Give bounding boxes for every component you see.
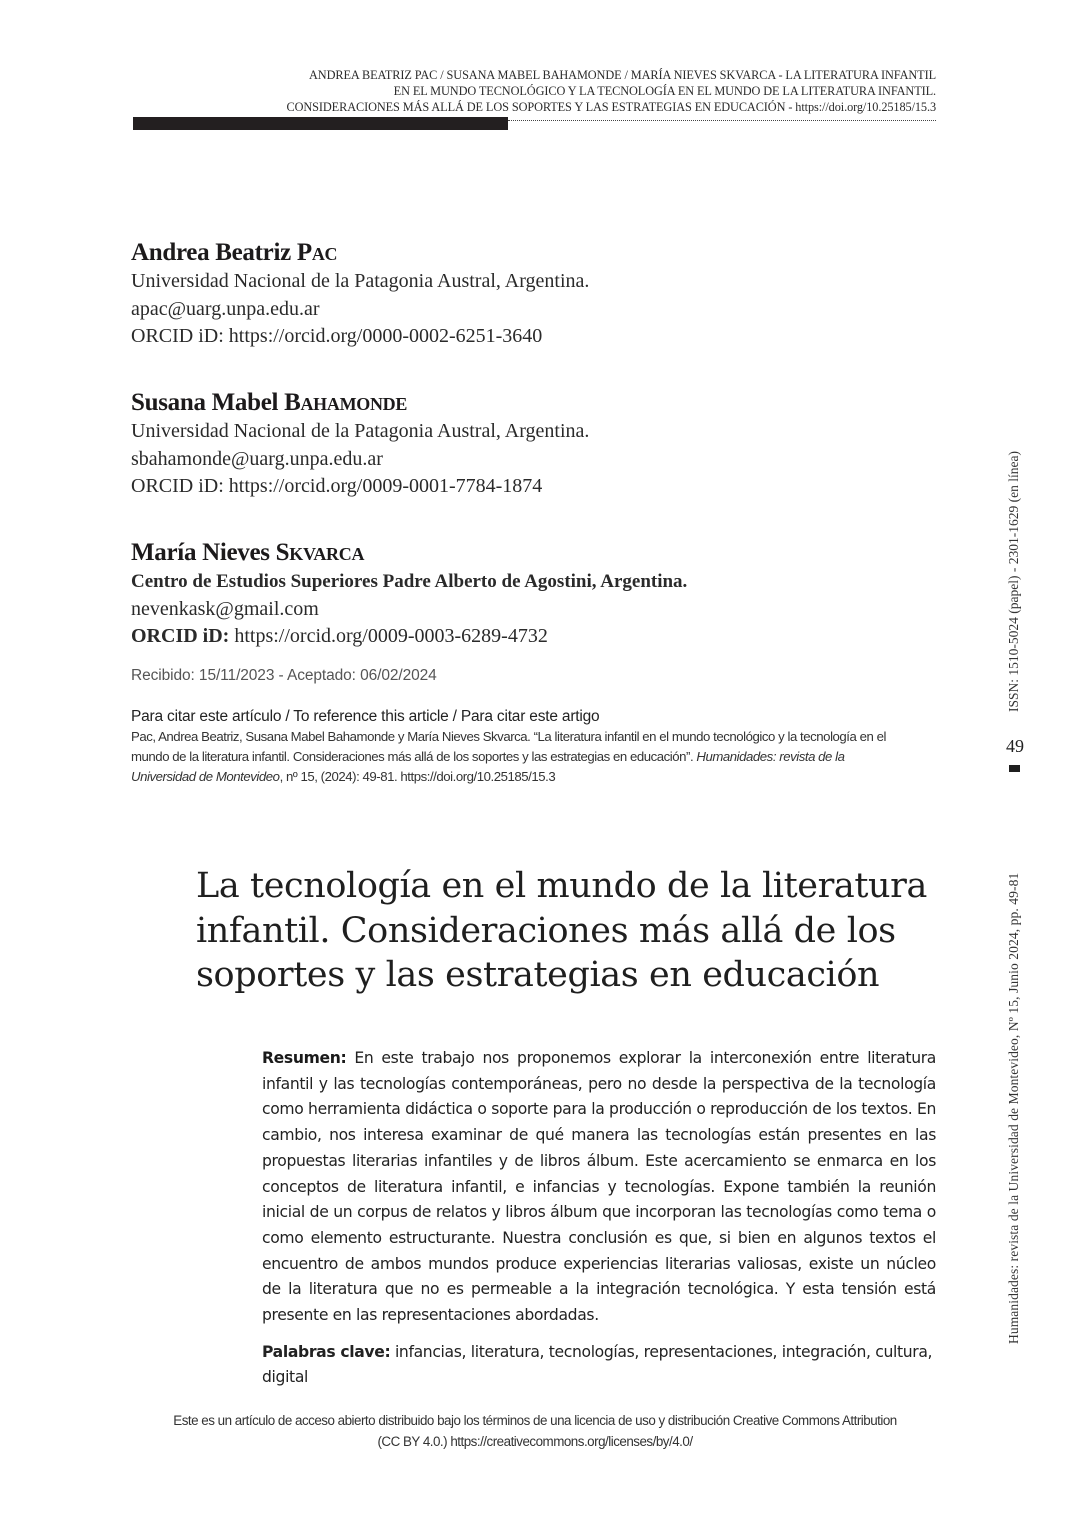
license-text: Este es un artículo de acceso abierto distribuido bajo los términos de una licencia de uso y distribución Creative Commons Attribution [173, 1413, 897, 1428]
author-affiliation: Universidad Nacional de la Patagonia Austral, Argentina. [131, 270, 590, 292]
orcid-link[interactable]: https://orcid.org/0000-0002-6251-3640 [228, 325, 543, 347]
license-notice [140, 1410, 930, 1452]
running-header-line: ANDREA BEATRIZ PAC / SUSANA MABEL BAHAMONDE / MARÍA NIEVES SKVARCA - LA LITERATURA INFANTIL [309, 68, 936, 82]
keywords-text: infancias, literatura, tecnologías, representaciones, integración, cultura, digital [262, 1343, 933, 1386]
orcid-label: ORCID iD: [131, 625, 230, 647]
abstract-text: En este trabajo nos proponemos explorar la interconexión entre literatura infantil y las tecnologías contemporáneas, pero no desde la perspectiva de la tecnología como herramienta didáctica o soporte para la producción o reproducción de los textos. En cambio, nos interesa examinar de qué manera las tecnologías están presentes en las propuestas literarias infantiles y de libros álbum. Este acercamiento se enmarca en los conceptos de literatura infantil, e infancias y tecnologías. Expone también la reunión inicial de un corpus de relatos y libros álbum que incorporan las tecnologías como tema o como elemento estructurante. Nuestra conclusión es que, si bien en algunos textos el encuentro de ambos mundos produce experiencias literarias valiosas, existe un núcleo de la literatura que no es permeable a la integración tecnológica. Y esta tensión está presente en las representaciones abordadas. [262, 1049, 936, 1325]
page-number: 49 [1006, 736, 1024, 756]
orcid-label: ORCID iD: [131, 325, 224, 347]
abstract [262, 1046, 936, 1329]
header-rule [133, 117, 936, 131]
author-given-name: Andrea Beatriz [131, 239, 291, 266]
header-rule-dotted-line [508, 120, 936, 121]
header-rule-bar [133, 117, 508, 130]
author-email[interactable]: nevenkask@gmail.com [131, 597, 319, 620]
author-orcid [131, 473, 931, 501]
author-affiliation: Universidad Nacional de la Patagonia Austral, Argentina. [131, 420, 590, 442]
author-email[interactable]: sbahamonde@uarg.unpa.edu.ar [131, 447, 383, 470]
article-title: La tecnología en el mundo de la literatura infantil. Consideraciones más allá de los soportes y las estrategias en educación [196, 866, 927, 995]
keywords-label: Palabras clave: [262, 1343, 391, 1361]
citation-block [131, 707, 891, 787]
author-orcid [131, 323, 931, 351]
author-name [131, 538, 931, 568]
author-affiliation: Centro de Estudios Superiores Padre Alberto de Agostini, Argentina. [131, 571, 688, 592]
page-marker [1009, 765, 1020, 772]
author-block [131, 238, 931, 351]
author-email[interactable]: apac@uarg.unpa.edu.ar [131, 297, 320, 320]
sidebar-journal-info: Humanidades: revista de la Universidad de Montevideo, Nº 15, Junio 2024, pp. 49-81 [1006, 872, 1021, 1344]
received-accepted-dates: Recibido: 15/11/2023 - Aceptado: 06/02/2024 [131, 667, 437, 684]
author-given-name: María Nieves [131, 539, 270, 566]
orcid-link[interactable]: https://orcid.org/0009-0003-6289-4732 [234, 625, 548, 647]
orcid-link[interactable]: https://orcid.org/0009-0001-7784-1874 [228, 475, 543, 497]
running-header [130, 67, 936, 115]
abstract-label: Resumen: [262, 1049, 347, 1067]
author-surname: Bahamonde [284, 389, 408, 416]
license-link[interactable]: (CC BY 4.0.) https://creativecommons.org/licenses/by/4.0/ [377, 1434, 693, 1449]
author-orcid [131, 623, 931, 651]
author-name [131, 388, 931, 418]
author-name [131, 238, 931, 268]
sidebar-issn: ISSN: 1510-5024 (papel) - 2301-1629 (en línea) [1006, 451, 1021, 712]
citation-journal: Humanidades: revista de la Universidad de Montevideo [131, 749, 845, 784]
author-given-name: Susana Mabel [131, 389, 279, 416]
keywords [262, 1340, 936, 1389]
citation-text [131, 727, 891, 787]
citation-heading: Para citar este artículo / To reference this article / Para citar este artigo [131, 708, 600, 725]
citation-reference: Pac, Andrea Beatriz, Susana Mabel Bahamonde y María Nieves Skvarca. “La literatura infantil en el mundo tecnológico y la tecnología en el mundo de la literatura infantil. Consideraciones más allá de los soportes y las estrategias en educación”. [131, 729, 886, 764]
orcid-label: ORCID iD: [131, 475, 224, 497]
author-block [131, 388, 931, 501]
citation-doi[interactable]: , nº 15, (2024): 49-81. https://doi.org/10.25185/15.3 [279, 769, 556, 784]
author-surname: Pac [296, 239, 338, 266]
running-header-line: CONSIDERACIONES MÁS ALLÁ DE LOS SOPORTES Y LAS ESTRATEGIAS EN EDUCACIÓN - https://doi.org/10.25185/15.3 [286, 100, 936, 114]
author-surname: Skvarca [275, 539, 365, 566]
running-header-line: EN EL MUNDO TECNOLÓGICO Y LA TECNOLOGÍA EN EL MUNDO DE LA LITERATURA INFANTIL. [393, 84, 936, 98]
author-block [131, 538, 931, 651]
